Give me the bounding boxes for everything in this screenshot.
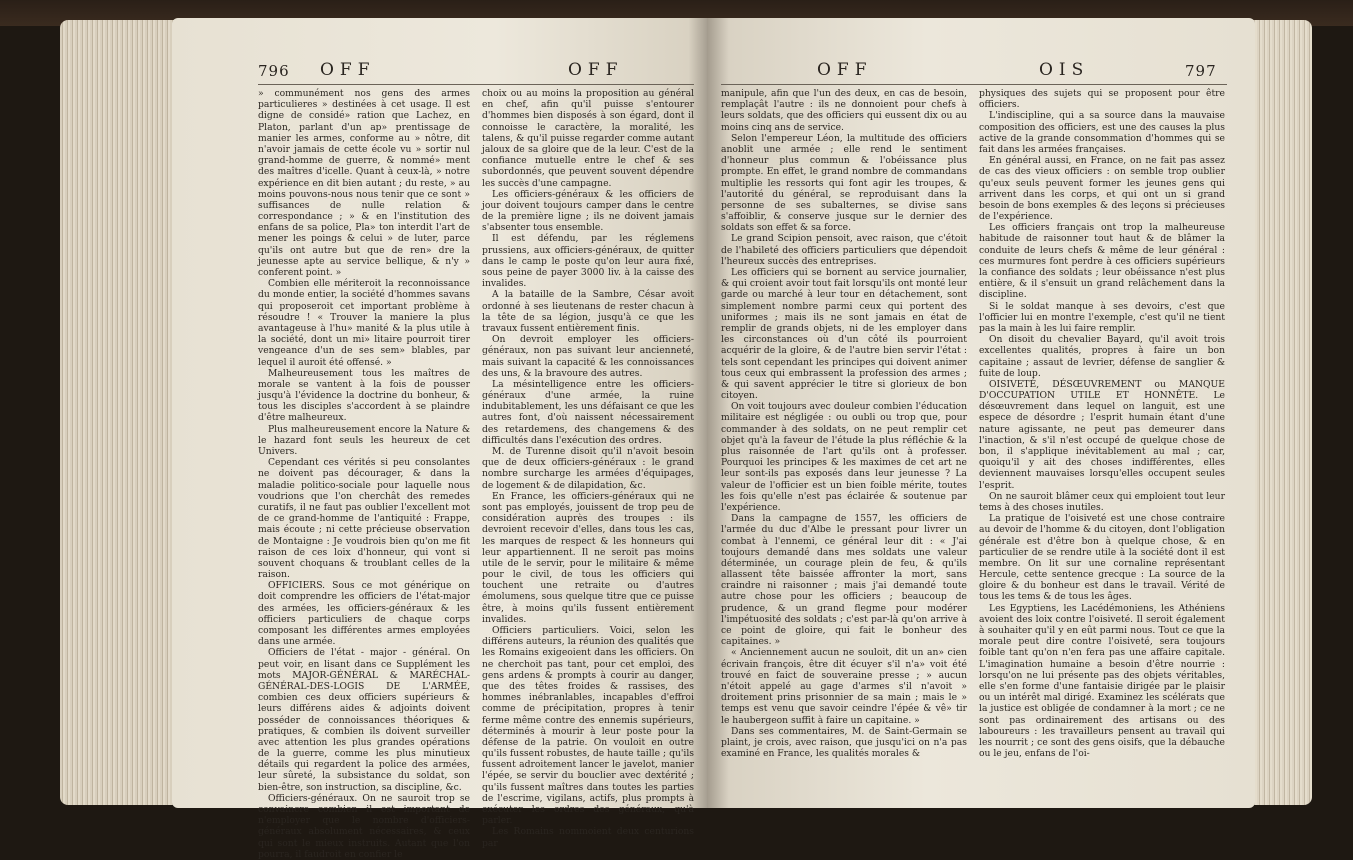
paragraph: Dans ses commentaires, M. de Saint-Germain se plaint, je crois, avec raison, que jusqu'ici on n'a pas examiné en France, les qualités morales & xyxy=(721,725,967,760)
paragraph: OFFICIERS. Sous ce mot générique on doit comprendre les officiers de l'état-major des armées, les officiers-généraux & les officiers particuliers de chaque corps composant les différentes armes employées dans une armée. xyxy=(258,580,470,648)
right-column-2 xyxy=(979,88,1225,793)
paragraph: OISIVETÉ, DÉSŒUVREMENT ou MANQUE D'OCCUPATION UTILE ET HONNÊTE. Le désœuvrement dans lequel on languit, est une espece de désordre ; l'esprit humain étant d'une nature agissante, ne peut pas demeurer dans l'inaction, & s'il n'est occupé de quelque chose de bon, il s'applique inévitablement au mal ; car, quoiqu'il y ait des choses indifférentes, elles deviennent mauvaises lorsqu'elles occupent seules l'esprit. xyxy=(979,378,1225,491)
right-page-edges xyxy=(1252,20,1312,805)
paragraph: Officiers-généraux. On ne sauroit trop se convaincre combien il est important de n'employer que le nombre d'officiers-généraux absolument nécessaires, & ceux qui sont le mieux instruits. Autant que l'on pourra, il faudroit en confier le xyxy=(258,792,470,860)
right-page-number: 797 xyxy=(1185,62,1217,80)
paragraph: physiques des sujets qui se proposent pour être officiers. xyxy=(979,88,1225,111)
paragraph: choix ou au moins la proposition au général en chef, afin qu'il puisse s'entourer d'hommes bien disposés à son égard, dont il connoisse le caractère, la moralité, les talens, & qu'il puisse regarder comme autant jaloux de sa gloire que de la leur. C'est de la confiance mutuelle entre le chef & ses subordonnés, que peuvent souvent dépendre les succès d'une campagne. xyxy=(482,88,694,189)
paragraph: Officiers particuliers. Voici, selon les différens auteurs, la réunion des qualités que les Romains exigeoient dans les officiers. On ne cherchoit pas tant, pour cet emploi, des gens ardens & prompts à courir au danger, que des têtes froides & rassises, des hommes inébranlables, incapables d'effroi comme de précipitation, propres à tenir ferme même contre des ennemis supérieurs, déterminés à mourir à leur poste pour la défense de la patrie. On vouloit en outre qu'ils fussent robustes, de haute taille ; qu'ils fussent adroitement lancer le javelot, manier l'épée, se servir du bouclier avec dextérité ; qu'ils fussent maîtres dans toutes les parties de l'escrime, vigilans, actifs, plus prompts à exécuter les ordres des généraux, qu'à parler. xyxy=(482,625,694,827)
left-page xyxy=(172,18,710,860)
paragraph: On devroit employer les officiers-généraux, non pas suivant leur ancienneté, mais suivant la capacité & les connoissances des uns, & la bravoure des autres. xyxy=(482,334,694,379)
right-page xyxy=(707,18,1255,808)
paragraph: Officiers de l'état - major - général. On peut voir, en lisant dans ce Supplément les mots MAJOR-GÉNÉRAL & MARÉCHAL-GÉNÉRAL-DES-LOGIS DE L'ARMÉE, combien ces deux officiers supérieurs & leurs différens aides & adjoints doivent posséder de connoissances théoriques & pratiques, & combien ils doivent surveiller avec attention les plus grandes opérations de la guerre, comme les plus minutieux détails qui regardent la police des armées, leur sûreté, la subsistance du soldat, son bien-être, son instruction, sa discipline, &c. xyxy=(258,647,470,793)
paragraph: Les Romains nommoient deux centurions par xyxy=(482,826,694,849)
paragraph: On voit toujours avec douleur combien l'éducation militaire est négligée : ou oubli ou trop que, pour commander à des soldats, on ne peut remplir cet objet qu'à la faveur de l'étude la plus réfléchie & la plus raisonnée de l'art qu'ils ont à professer. Pourquoi les principes & les maximes de cet art ne leur sont-ils pas exposés dans leur jeunesse ? La valeur de l'officier est un bien foible mérite, toutes les fois qu'elle n'est pas éclairée & soutenue par l'expérience. xyxy=(721,401,967,513)
paragraph: Les Egyptiens, les Lacédémoniens, les Athéniens avoient des loix contre l'oisiveté. Il seroit également à souhaiter qu'il y en eût parmi nous. Tout ce que la morale peut dire contre l'oisiveté, sera toujours foible tant qu'on n'en fera pas une affaire capitale. L'imagination humaine a besoin d'être nourrie : lorsqu'on ne lui présente pas des objets véritables, elle s'en forme d'une fantaisie dirigée par le plaisir ou un intérêt mal dirigé. Examinez les scélérats que la justice est obligée de condamner à la mort ; ce ne sont pas ordinairement des artisans ou des laboureurs : les travailleurs pensent au travail qui les nourrit ; ce sont des gens oisifs, que la débauche ou le jeu, enfans de l'oi- xyxy=(979,602,1225,760)
left-head-word-2: OFF xyxy=(568,60,624,80)
left-page-edges xyxy=(60,20,174,805)
paragraph: manipule, afin que l'un des deux, en cas de besoin, remplaçât l'autre : ils ne donnoient pour chefs à leurs soldats, que des officiers qui eussent dix ou au moins cinq ans de service. xyxy=(721,88,967,133)
left-head-word-1: OFF xyxy=(320,60,376,80)
left-page-number: 796 xyxy=(258,62,290,80)
right-header-rule xyxy=(721,84,1227,85)
right-column-1 xyxy=(721,88,967,793)
paragraph: A la bataille de la Sambre, César avoit ordonné à ses lieutenans de rester chacun à la tête de sa légion, jusqu'à ce que les travaux fussent entièrement finis. xyxy=(482,289,694,334)
paragraph: En général aussi, en France, on ne fait pas assez de cas des vieux officiers : on semble trop oublier qu'eux seuls peuvent former les jeunes gens qui arrivent dans les corps, et qui ont un si grand besoin de bons exemples & des leçons si précieuses de l'expérience. xyxy=(979,155,1225,223)
paragraph: Le grand Scipion pensoit, avec raison, que c'étoit de l'habileté des officiers particuliers que dépendoit l'heureux succès des entreprises. xyxy=(721,233,967,267)
paragraph: Dans la campagne de 1557, les officiers de l'armée du duc d'Albe le pressant pour livrer un combat à l'ennemi, ce général leur dit : « J'ai toujours demandé dans mes soldats une valeur déterminée, un courage plein de feu, & qu'ils allassent tête baissée affronter la mort, sans craindre ni raisonner ; mais j'ai demandé toute autre chose pour les officiers ; beaucoup de prudence, & un grand flegme pour modérer l'impétuosité des soldats ; c'est par-là qu'on arrive à ce point de gloire, qui fait le bonheur des capitaines. » xyxy=(721,513,967,648)
paragraph: Les officiers-généraux & les officiers de jour doivent toujours camper dans le centre de la première ligne ; ils ne doivent jamais s'absenter tous ensemble. xyxy=(482,188,694,234)
paragraph: La mésintelligence entre les officiers-généraux d'une armée, la ruine indubitablement, les uns défaisant ce que les autres font, d'où naissent nécessairement des retardemens, des changemens & des difficultés dans l'exécution des ordres. xyxy=(482,378,694,446)
paragraph: « Anciennement aucun ne souloit, dit un an» cien écrivain françois, être dit écuyer s'il n'a» voit été trouvé en faict de souveraine presse ; » aucun n'étoit appelé au gage d'armes s'il n'avoit » droitement prins prisonnier de sa main ; mais le » temps est venu que savoir ceindre l'épée & vê» tir le haubergeon suffit à faire un capitaine. » xyxy=(721,647,967,726)
paragraph: L'indiscipline, qui a sa source dans la mauvaise composition des officiers, est une des causes la plus active de la grande consommation d'hommes qui se fait dans les armées françaises. xyxy=(979,110,1225,155)
paragraph: Malheureusement tous les maîtres de morale se vantent à la fois de pousser jusqu'à l'évidence la doctrine du bonheur, & tous les disciples s'accordent à se plaindre d'être malheureux. xyxy=(258,367,470,424)
paragraph: Il est défendu, par les réglemens prussiens, aux officiers-généraux, de quitter dans le camp le poste qu'on leur aura fixé, sous peine de payer 3000 liv. à la caisse des invalides. xyxy=(482,233,694,290)
paragraph: Si le soldat manque à ses devoirs, c'est que l'officier lui en montre l'exemple, c'est qu'il ne tient pas la main à les lui faire remplir. xyxy=(979,300,1225,334)
right-head-word-2: OIS xyxy=(1039,60,1090,80)
paragraph: En France, les officiers-généraux qui ne sont pas employés, jouissent de trop peu de considération auprès des troupes : ils devroient recevoir d'elles, dans tous les cas, les marques de respect & les honneurs qui leur appartiennent. Il ne seroit pas moins utile de le servir, pour le militaire & même pour le civil, de tous les officiers qui touchent une retraite ou d'autres émolumens, sous quelque titre que ce puisse être, à moins qu'ils fussent entièrement invalides. xyxy=(482,490,694,625)
paragraph: Combien elle mériteroit la reconnoissance du monde entier, la société d'hommes savans qui proposeroit cet important problème à résoudre ! « Trouver la maniere la plus avantageuse à l'hu» manité & la plus utile à la société, dont un mi» litaire pourroit tirer vengeance d'un de ses sem» blables, par lequel il auroit été offensé. » xyxy=(258,278,470,368)
paragraph: » communément nos gens des armes particulieres » destinées à cet usage. Il est digne de considé» ration que Lachez, en Platon, parlant d'un ap» prentissage de manier les armes, conforme au » nôtre, dit n'avoir jamais de cette école vu » sortir nul grand-homme de guerre, & nommé» ment des maîtres d'icelle. Quant à ceux-là, » notre expérience en dit bien autant ; du reste, » au moins pouvons-nous nous tenir que ce sont » suffisances de nulle relation & correspondance ; » & en l'institution des enfans de sa police, Pla» ton interdit l'art de mener les poings & celui » de luter, parce qu'ils ont autre but que de ren» dre la jeunesse apte au service bellique, & n'y » conferent point. » xyxy=(258,88,470,278)
paragraph: Les officiers français ont trop la malheureuse habitude de raisonner tout haut & de blâmer la conduite de leurs chefs & même de leur général : ces murmures font perdre à ces officiers supérieurs la confiance des soldats ; leur obéissance n'est plus entière, & il s'ensuit un grand relâchement dans la discipline. xyxy=(979,222,1225,301)
left-header-rule xyxy=(258,84,694,85)
paragraph: Cependant ces vérités si peu consolantes ne doivent pas décourager, & dans la maladie politico-sociale pour laquelle nous voudrions que l'on cherchât des remedes curatifs, il ne faut pas oublier l'excellent mot de ce grand-homme de l'antiquité : Frappe, mais écoute ; ni cette précieuse observation de Montaigne : Je voudrois bien qu'on me fit raison de ces loix d'honneur, qui vont si souvent choquans & troublant celles de la raison. xyxy=(258,457,470,581)
paragraph: On disoit du chevalier Bayard, qu'il avoit trois excellentes qualités, propres à faire un bon capitaine ; assaut de levrier, défense de sanglier & fuite de loup. xyxy=(979,334,1225,379)
right-head-word-1: OFF xyxy=(817,60,873,80)
left-column-2 xyxy=(482,88,694,849)
paragraph: La pratique de l'oisiveté est une chose contraire au devoir de l'homme & du citoyen, dont l'obligation générale est d'être bon à quelque chose, & en particulier de se rendre utile à la société dont il est membre. On lit sur une cornaline représentant Hercule, cette sentence grecque : La source de la gloire & du bonheur est dans le travail. Vérité de tous les tems & de tous les âges. xyxy=(979,513,1225,603)
paragraph: M. de Turenne disoit qu'il n'avoit besoin que de deux officiers-généraux : le grand nombre surcharge les armées d'équipages, de logement & de dilapidation, &c. xyxy=(482,446,694,491)
paragraph: Les officiers qui se bornent au service journalier, & qui croient avoir tout fait lorsqu'ils ont monté leur garde ou marché à leur tour en détachement, sont simplement nombre parmi ceux qui portent des uniformes ; mais ils ne sont jamais en état de remplir de grands objets, ni de les employer dans les circonstances où d'un côté ils pourroient acquérir de la gloire, & de l'autre bien servir l'état : tels sont cependant les principes qui doivent animer tous ceux qui embrassent la profession des armes ; & qui savent apprécier le titre si glorieux de bon citoyen. xyxy=(721,267,967,402)
paragraph: Selon l'empereur Léon, la multitude des officiers anoblit une armée ; elle rend le sentiment d'honneur plus commun & l'obéissance plus prompte. En effet, le grand nombre de commandans multiplie les ressorts qui font agir les troupes, & l'autorité du général, se reproduisant dans la personne de ses subalternes, se divise sans s'affoiblir, & conserve jusque sur le dernier des soldats son effet & sa force. xyxy=(721,132,967,234)
left-column-1 xyxy=(258,88,470,860)
paragraph: Plus malheureusement encore la Nature & le hazard font seuls les heureux de cet Univers. xyxy=(258,423,470,457)
paragraph: On ne sauroit blâmer ceux qui emploient tout leur tems à des choses inutiles. xyxy=(979,490,1225,513)
